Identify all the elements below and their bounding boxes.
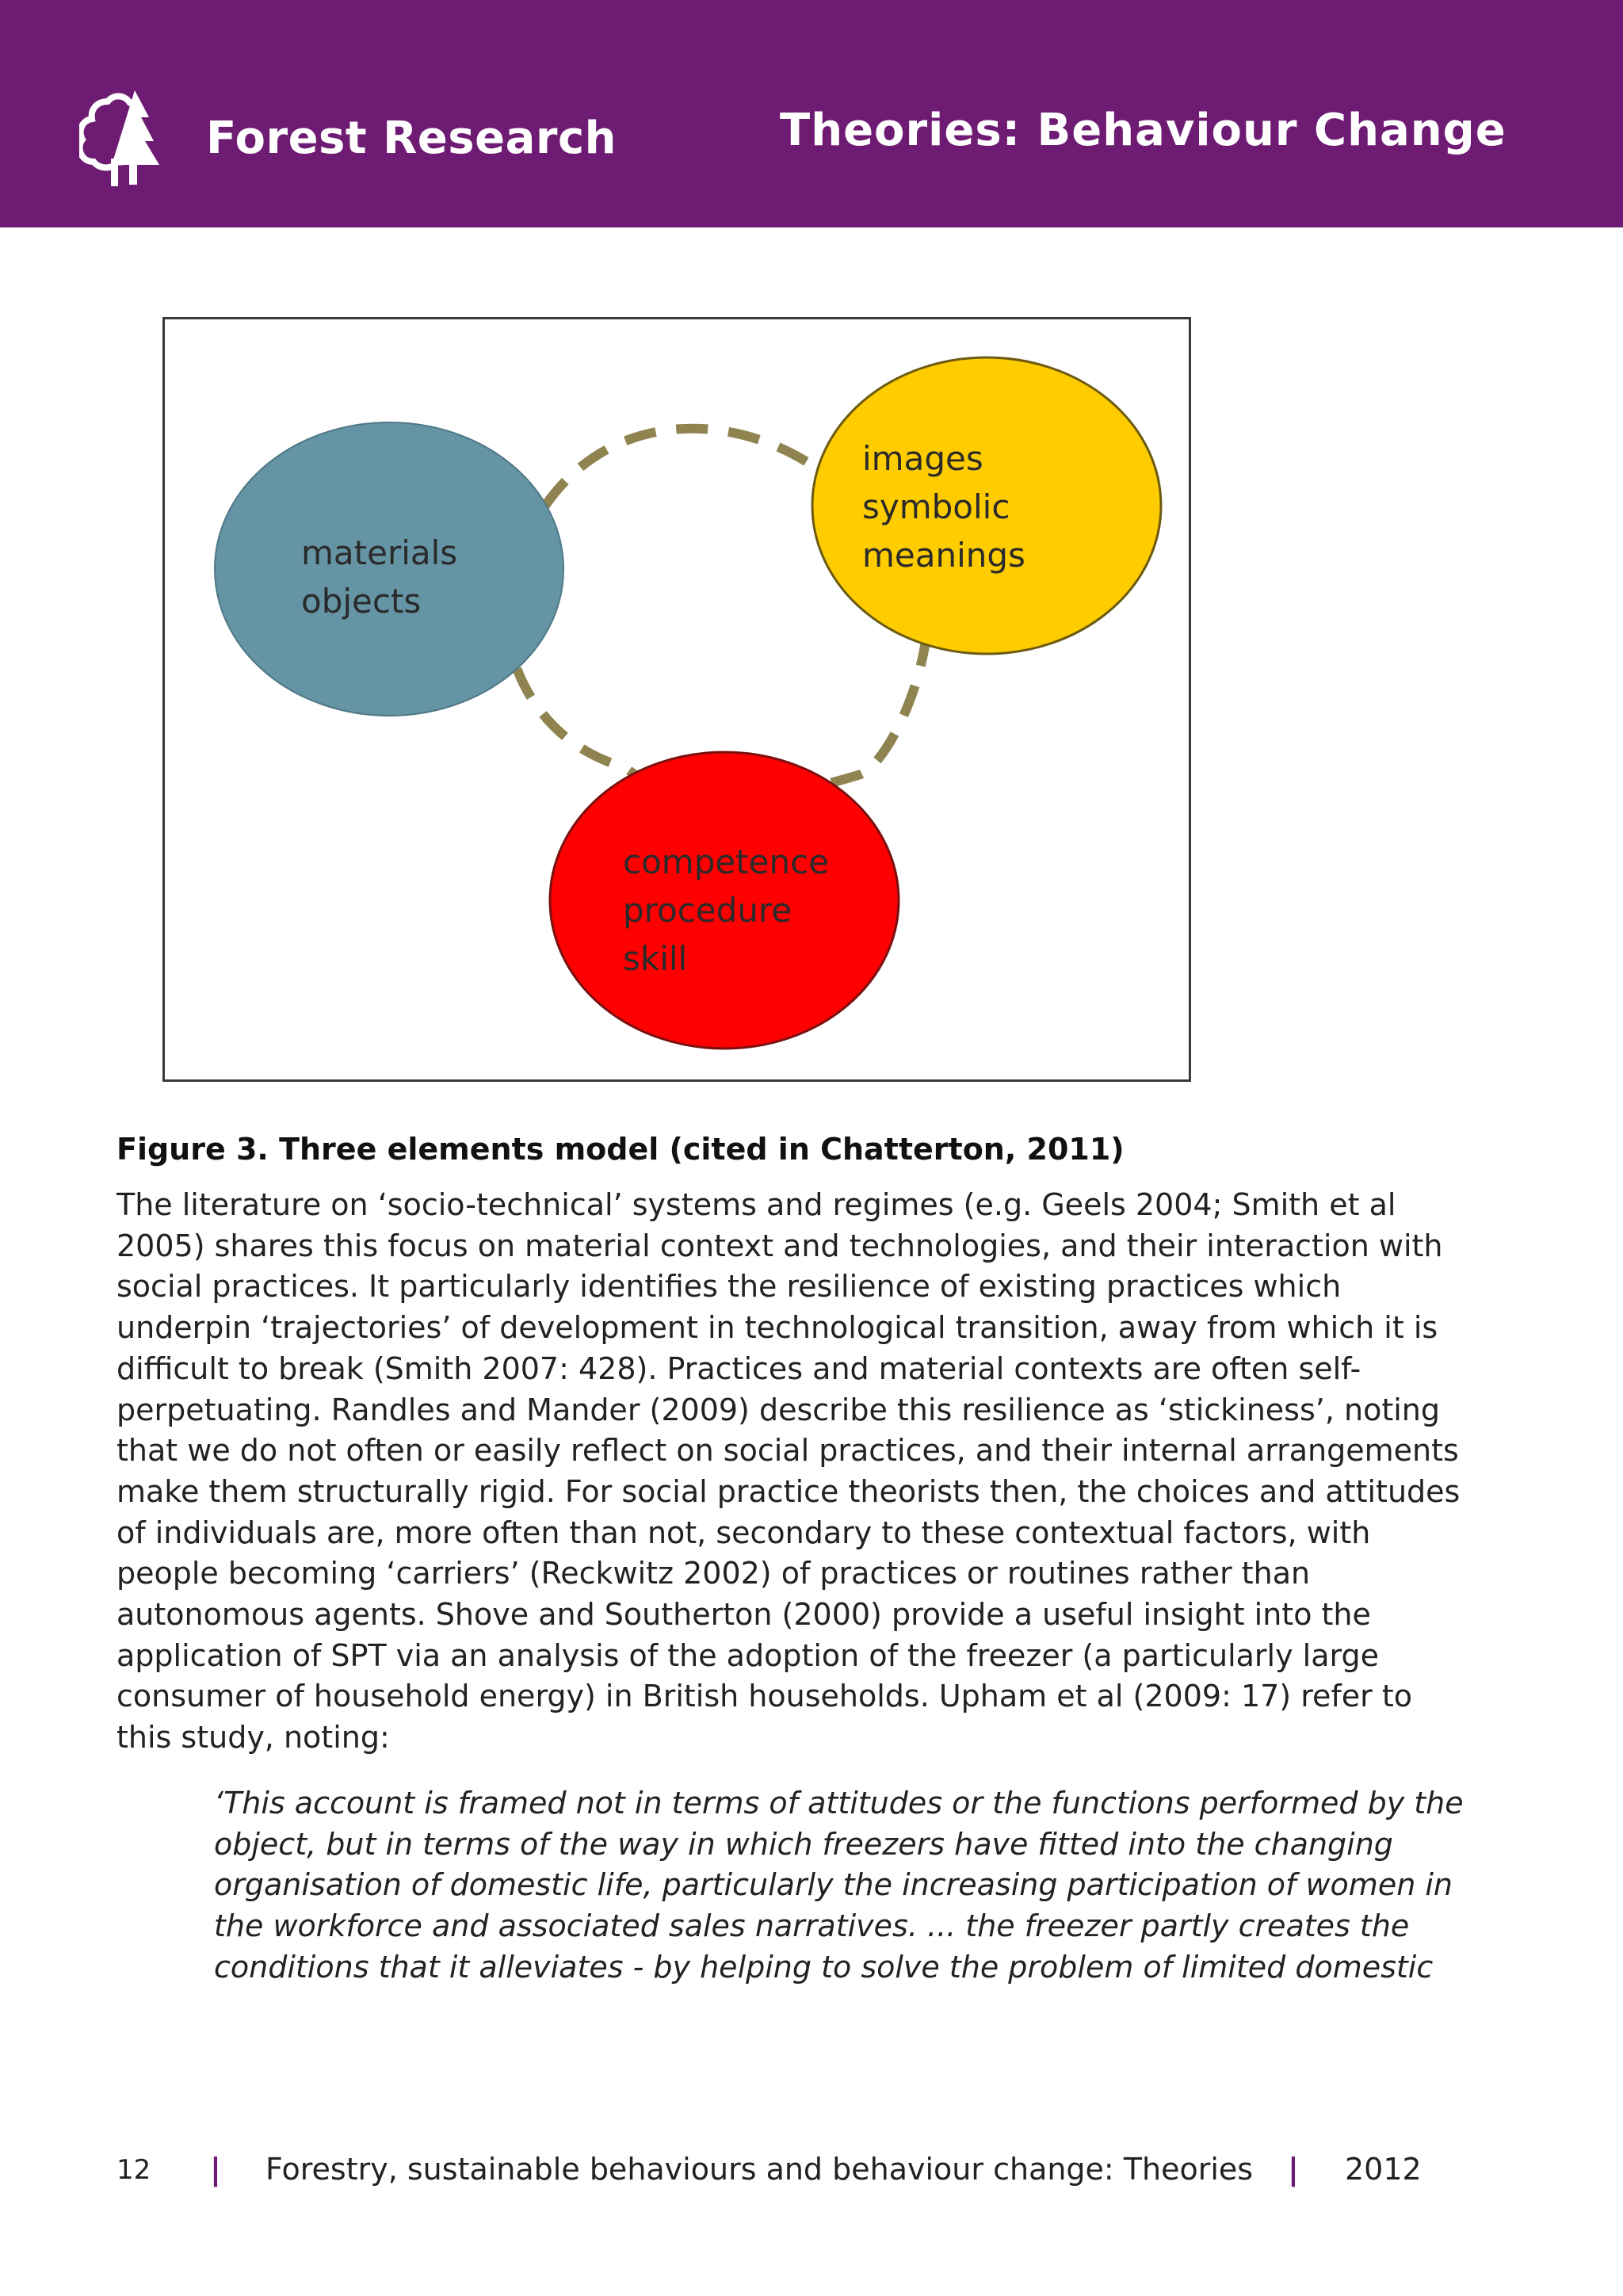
quote-line: the workforce and associated sales narratives. ... the freezer partly creates the <box>214 1908 1410 1944</box>
footer-separator: | <box>210 2152 221 2187</box>
header-title: Theories: Behaviour Change <box>780 105 1507 156</box>
paragraph-line: that we do not often or easily reflect on social practices, and their internal arrangements <box>116 1433 1459 1469</box>
element-line: materials <box>301 533 458 572</box>
footer-title: Forestry, sustainable behaviours and behaviour change: Theories <box>265 2152 1254 2187</box>
three-elements-figure <box>162 317 1191 1082</box>
paragraph-line: application of SPT via an analysis of the adoption of the freezer (a particularly large <box>116 1637 1379 1673</box>
paragraph-line: underpin ‘trajectories’ of development in technological transition, away from which it is <box>116 1310 1438 1346</box>
quote-line: conditions that it alleviates - by helping to solve the problem of limited domestic <box>214 1949 1434 1985</box>
paragraph-line: of individuals are, more often than not, secondary to these contextual factors, with <box>116 1515 1371 1550</box>
figure-caption: Figure 3. Three elements model (cited in Chatterton, 2011) <box>116 1132 1125 1167</box>
competence-procedure-label <box>623 838 829 983</box>
footer-year: 2012 <box>1345 2152 1422 2187</box>
paragraph-line: perpetuating. Randles and Mander (2009) describe this resilience as ‘stickiness’, noting <box>116 1392 1441 1427</box>
paragraph-line: this study, noting: <box>116 1720 390 1755</box>
element-line: symbolic <box>862 487 1010 526</box>
element-line: competence <box>623 842 830 881</box>
footer-separator: | <box>1288 2152 1299 2187</box>
quote-line: object, but in terms of the way in which freezers have fitted into the changing <box>214 1826 1393 1862</box>
paragraph-line: people becoming ‘carriers’ (Reckwitz 2002) of practices or routines rather than <box>116 1556 1311 1591</box>
quote-line: ‘This account is framed not in terms of attitudes or the functions performed by the <box>214 1786 1464 1820</box>
body-paragraph <box>116 1185 1511 1759</box>
block-quote <box>214 1783 1514 1988</box>
element-line: objects <box>301 582 422 621</box>
paragraph-line: 2005) shares this focus on material context and technologies, and their interaction with <box>116 1228 1443 1263</box>
page-header <box>0 0 1623 227</box>
paragraph-line: autonomous agents. Shove and Southerton (2000) provide a useful insight into the <box>116 1597 1371 1633</box>
element-line: skill <box>623 939 688 978</box>
tree-logo-icon <box>79 79 198 186</box>
materials-objects-label <box>301 529 457 625</box>
element-line: meanings <box>862 536 1025 575</box>
element-line: images <box>862 439 983 478</box>
paragraph-line: difficult to break (Smith 2007: 428). Practices and material contexts are often self- <box>116 1350 1361 1386</box>
images-symbolic-label <box>862 434 1025 579</box>
brand-name: Forest Research <box>206 113 617 164</box>
paragraph-line: consumer of household energy) in British households. Upham et al (2009: 17) refer to <box>116 1679 1412 1714</box>
paragraph-line: social practices. It particularly identifies the resilience of existing practices which <box>116 1269 1342 1305</box>
element-line: procedure <box>623 891 792 930</box>
quote-line: organisation of domestic life, particularly the increasing participation of women in <box>214 1867 1453 1903</box>
paragraph-line: The literature on ‘socio-technical’ systems and regimes (e.g. Geels 2004; Smith et al <box>116 1187 1396 1222</box>
page-number: 12 <box>116 2154 151 2186</box>
paragraph-line: make them structurally rigid. For social practice theorists then, the choices and attitudes <box>116 1473 1461 1509</box>
